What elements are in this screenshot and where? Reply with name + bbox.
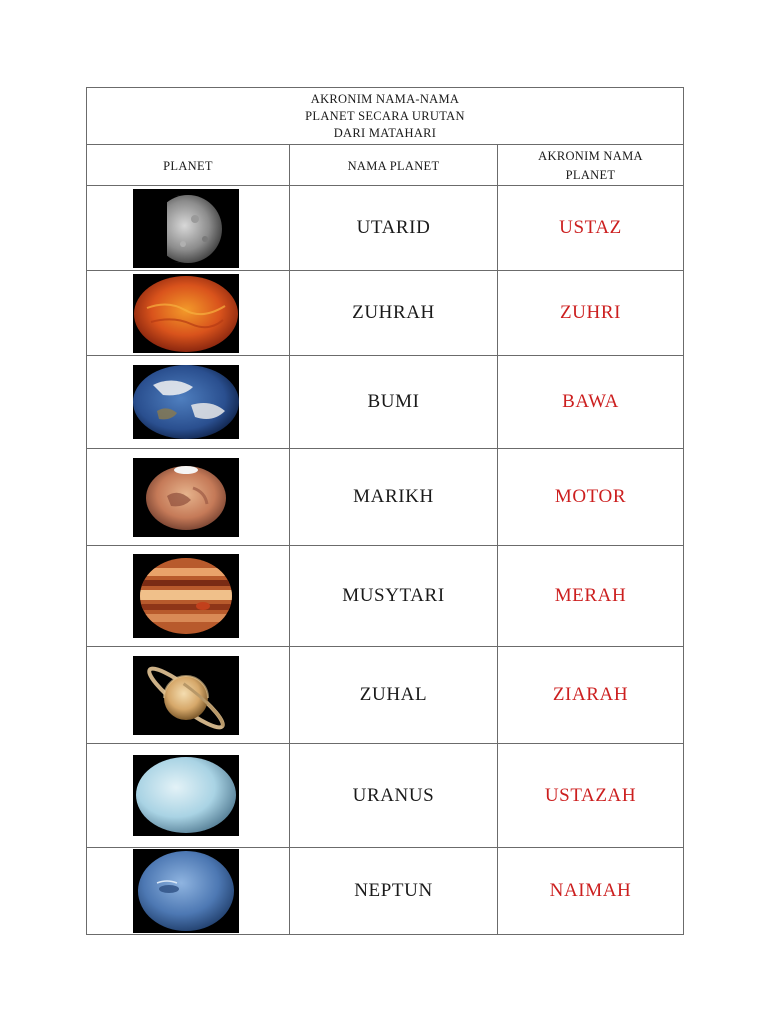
planet-name: ZUHRAH — [352, 302, 435, 323]
mars-image — [133, 458, 239, 537]
header-row — [87, 145, 684, 186]
planet-name: MARIKH — [353, 486, 434, 507]
earth-image — [133, 365, 239, 439]
planet-name-cell — [290, 449, 498, 546]
table-row — [87, 744, 684, 848]
saturn-image — [133, 656, 239, 735]
planet-acronym: NAIMAH — [549, 880, 632, 901]
header-planet: PLANET — [87, 145, 290, 186]
table-row — [87, 647, 684, 744]
table-row — [87, 356, 684, 449]
mercury-image — [133, 189, 239, 268]
planet-name-cell — [290, 744, 498, 848]
planet-name: MUSYTARI — [342, 585, 445, 606]
planet-name-cell — [290, 546, 498, 647]
planet-image-cell — [87, 186, 290, 271]
neptune-image — [133, 849, 239, 933]
planet-acronym: MOTOR — [554, 486, 627, 507]
planet-acronym-table — [86, 87, 684, 935]
planet-acronym-cell — [498, 449, 684, 546]
planet-name: ZUHAL — [359, 684, 428, 705]
title-line-1: AKRONIM NAMA-NAMA — [310, 91, 460, 106]
planet-acronym-cell — [498, 647, 684, 744]
planet-name: UTARID — [356, 217, 431, 238]
planet-image-cell — [87, 356, 290, 449]
table-title — [87, 88, 684, 145]
planet-acronym: BAWA — [562, 391, 619, 412]
planet-image-cell — [87, 848, 290, 935]
planet-image-cell — [87, 647, 290, 744]
planet-acronym-cell — [498, 186, 684, 271]
planet-image-cell — [87, 271, 290, 356]
table-row — [87, 186, 684, 271]
planet-acronym-cell — [498, 271, 684, 356]
planet-name-cell — [290, 848, 498, 935]
jupiter-image — [133, 554, 239, 638]
planet-acronym: ZUHRI — [559, 302, 622, 323]
planet-image-cell — [87, 546, 290, 647]
planet-name: NEPTUN — [354, 880, 433, 901]
planet-name-cell — [290, 186, 498, 271]
planet-name: BUMI — [367, 391, 420, 412]
planet-acronym-cell — [498, 848, 684, 935]
planet-name-cell — [290, 356, 498, 449]
header-acronym: AKRONIM NAMA PLANET — [498, 145, 684, 186]
title-row — [87, 88, 684, 145]
table-row — [87, 449, 684, 546]
planet-acronym-cell — [498, 356, 684, 449]
title-line-3: DARI MATAHARI — [333, 125, 437, 140]
uranus-image — [133, 755, 239, 836]
planet-acronym: ZIARAH — [552, 684, 629, 705]
planet-acronym-cell — [498, 744, 684, 848]
planet-name-cell — [290, 647, 498, 744]
title-line-2: PLANET SECARA URUTAN — [305, 108, 465, 123]
planet-acronym: MERAH — [554, 585, 627, 606]
planet-name-cell — [290, 271, 498, 356]
planet-acronym: USTAZ — [559, 217, 622, 238]
planet-acronym-cell — [498, 546, 684, 647]
planet-image-cell — [87, 449, 290, 546]
venus-image — [133, 274, 239, 353]
table-row — [87, 271, 684, 356]
header-name: NAMA PLANET — [290, 145, 498, 186]
table-row — [87, 848, 684, 935]
planet-acronym: USTAZAH — [544, 784, 637, 806]
table-row — [87, 546, 684, 647]
planet-name: URANUS — [352, 784, 435, 806]
planet-image-cell — [87, 744, 290, 848]
